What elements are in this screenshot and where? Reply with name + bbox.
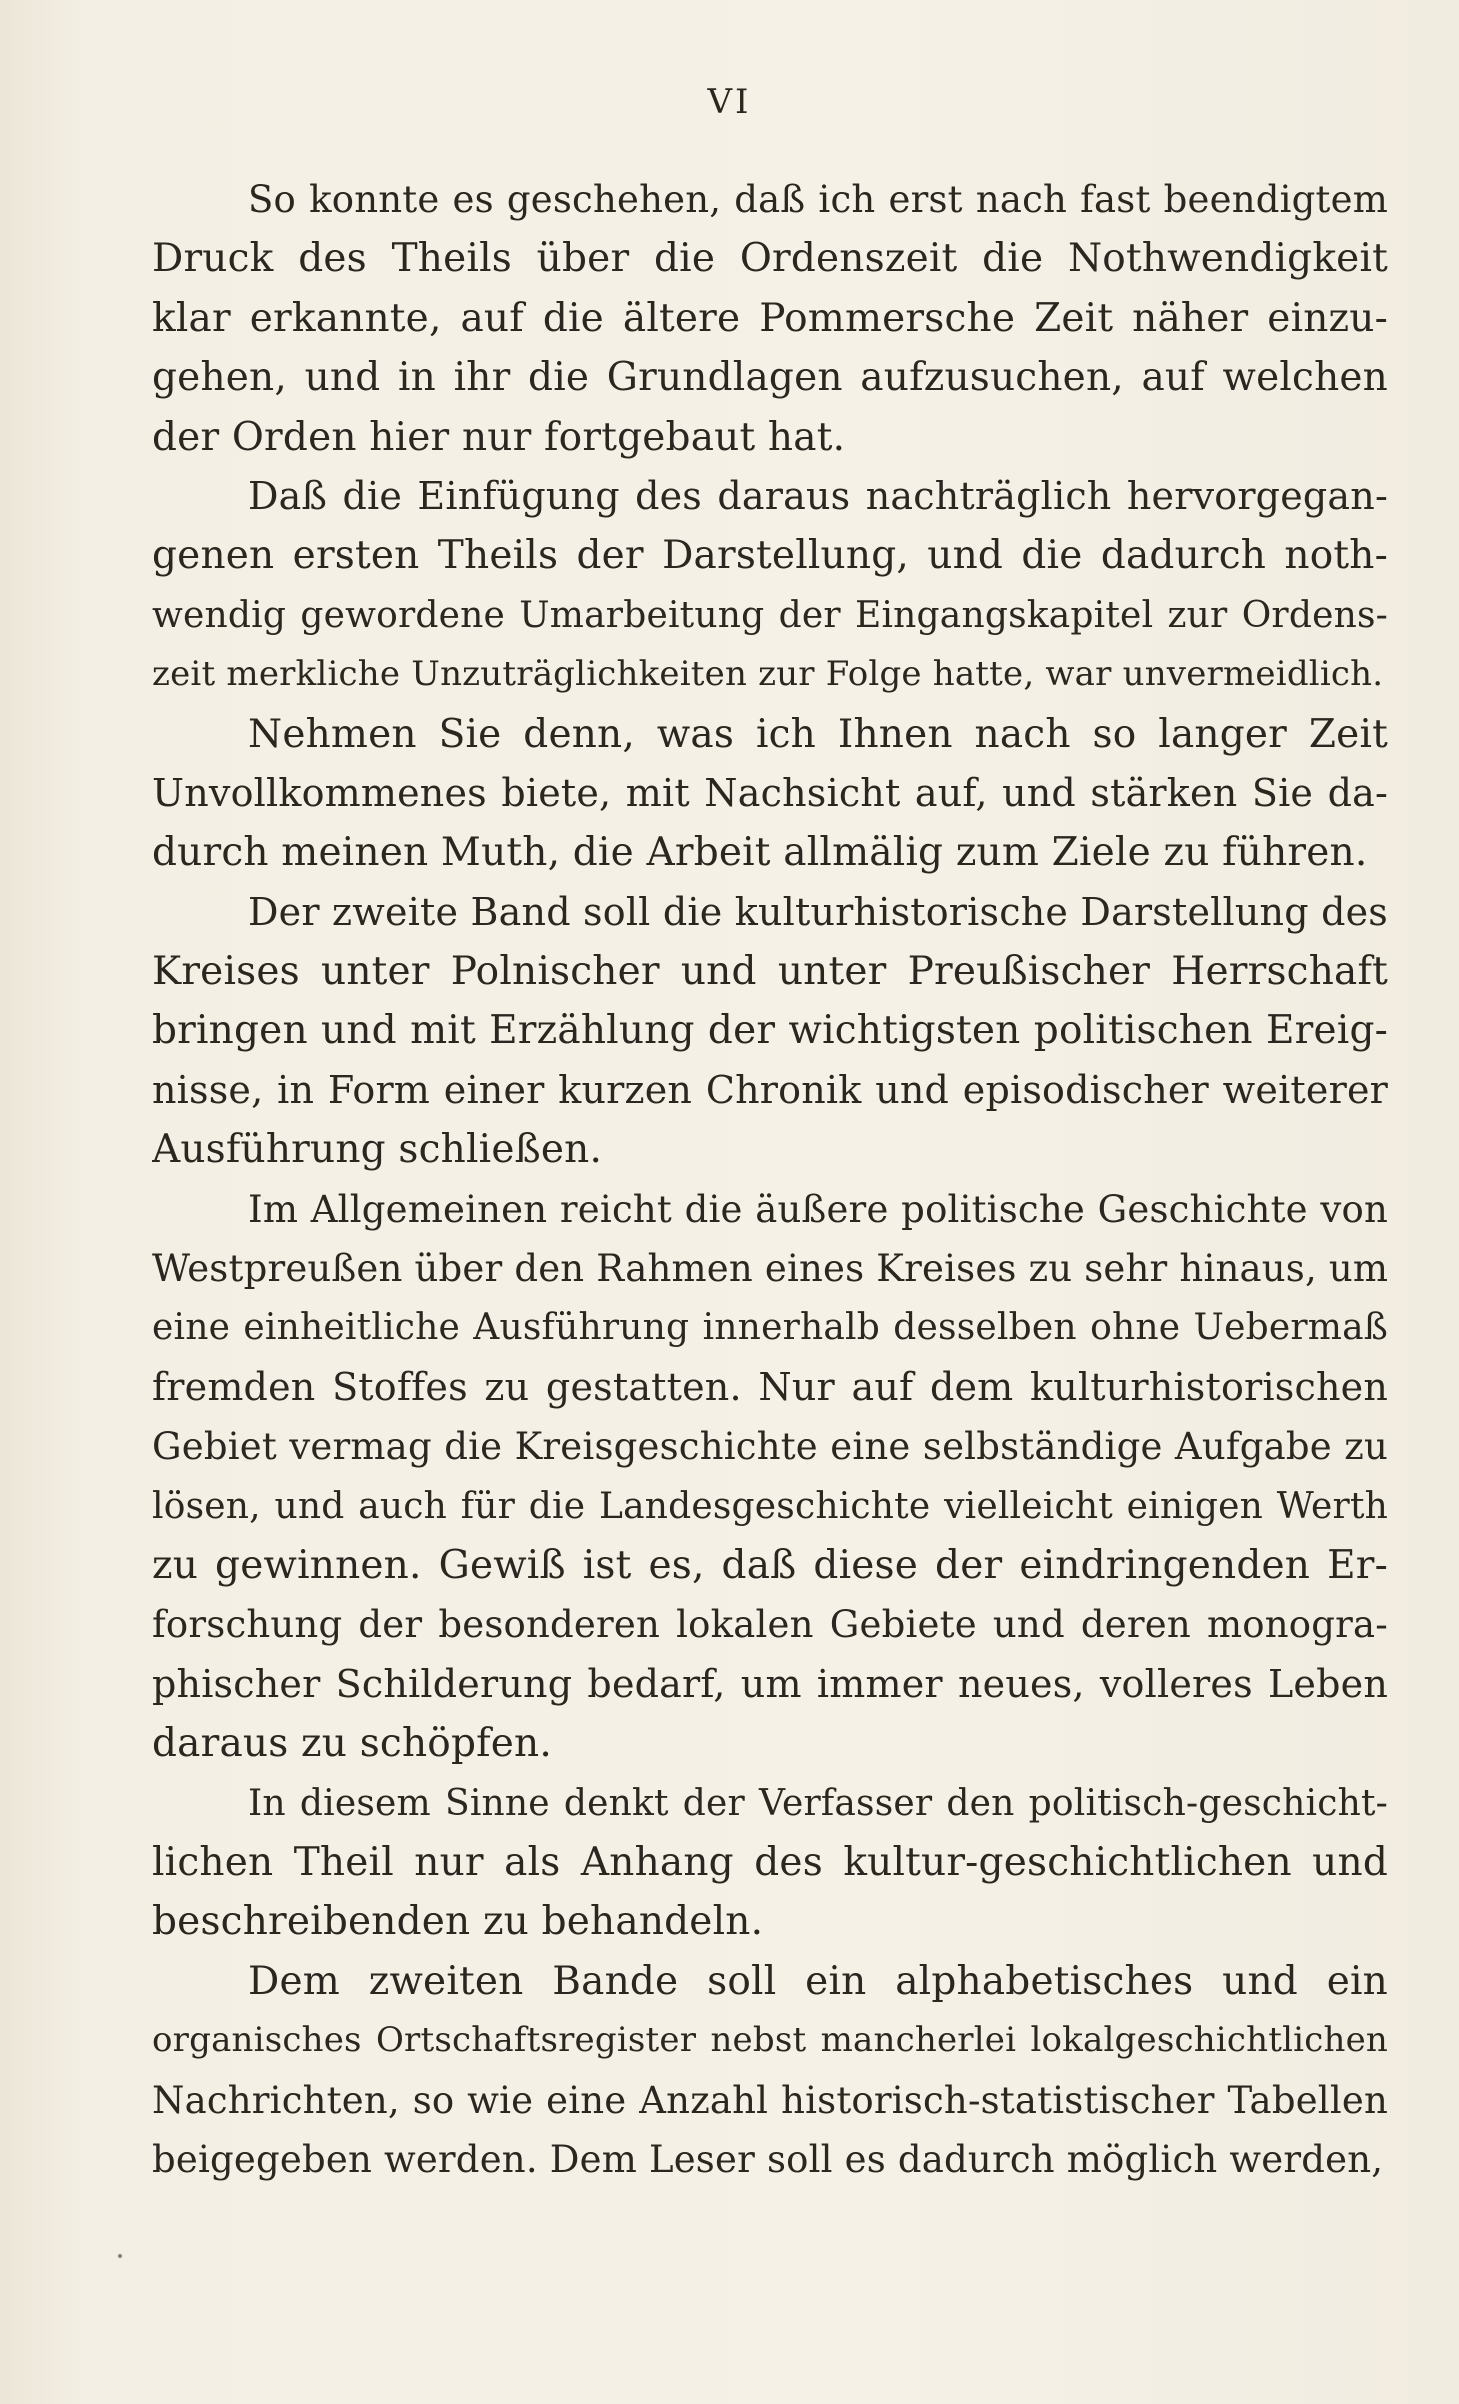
text-line: Daß die Einfügung des daraus nachträglich hervorgegan- [248,473,1388,518]
body-text [152,170,1388,2189]
text-line: gehen, und in ihr die Grundlagen aufzusuchen, auf welchen [152,355,1388,401]
paragraph [152,170,1388,467]
text-line: Nehmen Sie denn, was ich Ihnen nach so langer Zeit [248,711,1388,757]
paragraph [152,467,1388,705]
text-line: zeit merkliche Unzuträglichkeiten zur Folge hatte, war unvermeidlich. [152,654,1384,695]
text-line: Im Allgemeinen reicht die äußere politische Geschichte von [248,1187,1388,1231]
paragraph [152,705,1388,883]
text-line: phischer Schilderung bedarf, um immer neues, volleres Leben [152,1661,1388,1706]
text-line: Westpreußen über den Rahmen eines Kreises zu sehr hinaus, um [152,1247,1388,1291]
text-line: Ausführung schließen. [152,1127,603,1173]
text-line: der Orden hier nur fortgebaut hat. [152,414,846,460]
text-line: klar erkannte, auf die ältere Pommersche Zeit näher einzu- [152,295,1388,341]
text-line: zu gewinnen. Gewiß ist es, daß diese der eindringenden Er- [152,1542,1388,1588]
text-line: lichen Theil nur als Anhang des kultur-geschichtlichen und [152,1839,1388,1885]
text-line: Der zweite Band soll die kulturhistorische Darstellung des [248,889,1388,934]
paragraph [152,1774,1388,1952]
text-line: Gebiet vermag die Kreisgeschichte eine selbständige Aufgabe zu [152,1425,1388,1469]
text-line: fremden Stoffes zu gestatten. Nur auf dem kulturhistorischen [152,1364,1388,1409]
text-line: wendig gewordene Umarbeitung der Eingangskapitel zur Ordens- [152,594,1388,636]
text-line: Druck des Theils über die Ordenszeit die Nothwendigkeit [152,236,1388,282]
text-line: Unvollkommenes biete, mit Nachsicht auf, und stärken Sie da- [152,770,1388,815]
text-line: beigegeben werden. Dem Leser soll es dadurch möglich werden, [152,2137,1384,2181]
page-number: VI [707,82,752,122]
paragraph [152,883,1388,1180]
text-line: genen ersten Theils der Darstellung, und die dadurch noth- [152,533,1388,579]
text-line: forschung der besonderen lokalen Gebiete und deren monogra- [152,1603,1388,1647]
ink-speck [118,2254,122,2258]
text-line: eine einheitliche Ausführung innerhalb desselben ohne Uebermaß [152,1307,1388,1349]
text-line: In diesem Sinne denkt der Verfasser den politisch-geschicht- [248,1782,1388,1824]
text-line: beschreibenden zu behandeln. [152,1899,764,1945]
text-line: organisches Ortschaftsregister nebst mancherlei lokalgeschichtlichen [152,2020,1388,2061]
text-line: So konnte es geschehen, daß ich erst nach fast beendigtem [248,178,1388,221]
text-line: nisse, in Form einer kurzen Chronik und episodischer weiterer [152,1067,1388,1112]
text-line: Nachrichten, so wie eine Anzahl historisch-statistischer Tabellen [152,2078,1388,2122]
text-line: bringen und mit Erzählung der wichtigsten politischen Ereig- [152,1008,1388,1054]
text-line: lösen, und auch für die Landesgeschichte vielleicht einigen Werth [152,1485,1388,1527]
paragraph [152,1952,1388,2190]
text-line: daraus zu schöpfen. [152,1721,552,1767]
text-line: Kreises unter Polnischer und unter Preußischer Herrschaft [152,949,1388,995]
paragraph [152,1180,1388,1774]
text-line: Dem zweiten Bande soll ein alphabetisches und ein [248,1958,1388,2004]
text-line: durch meinen Muth, die Arbeit allmälig zum Ziele zu führen. [152,830,1368,876]
